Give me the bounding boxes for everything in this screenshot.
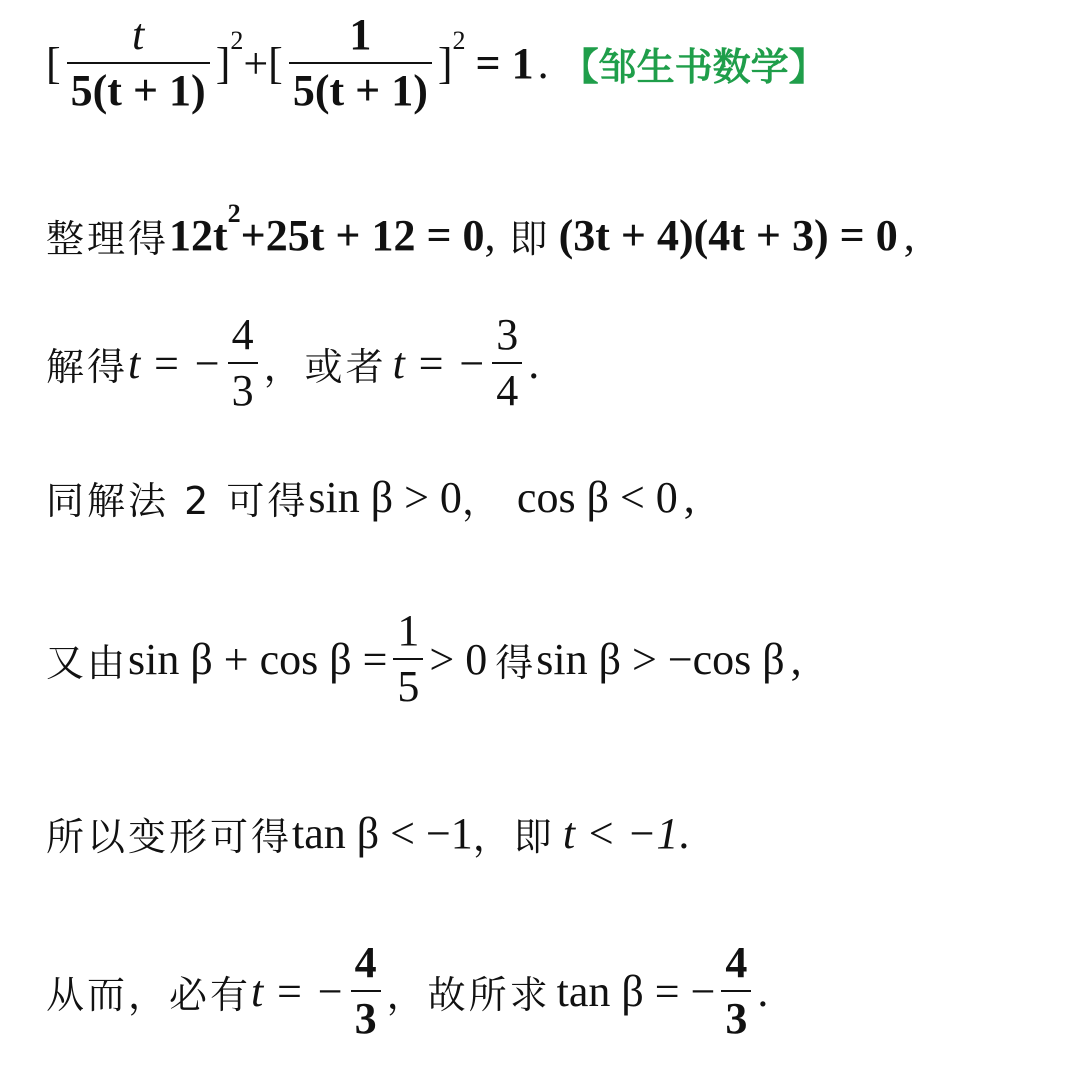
fraction-numerator: 4 [354, 938, 377, 987]
inequality-t: t < −1 [562, 809, 679, 858]
tan-assign: tan β = − [556, 966, 716, 1016]
fraction-bar [289, 62, 432, 64]
comma: , [484, 211, 496, 260]
fraction-4-3 [228, 312, 258, 414]
text-prefix: 整理得 [46, 217, 170, 261]
variable-assign: t = − [251, 966, 345, 1016]
period: . [528, 338, 540, 388]
period: . [757, 966, 769, 1016]
fraction-numerator: 3 [496, 310, 519, 359]
equals-one: = 1 [475, 38, 534, 88]
fraction-numerator: 4 [725, 938, 748, 987]
fraction-numerator: 1 [397, 606, 420, 655]
fraction-denominator: 5(t + 1) [70, 66, 206, 116]
text-prefix: 所以变形可得 [46, 815, 293, 859]
equation-line-4 [46, 470, 695, 525]
fraction-numerator: 1 [349, 10, 372, 59]
text-connector: ，或者 [263, 344, 387, 389]
fraction-1-over-5t1 [289, 12, 432, 114]
period: . [678, 809, 690, 858]
text-connector: ，故所求 [386, 972, 551, 1017]
equation-line-1 [46, 12, 827, 114]
equation-line-2 [46, 198, 915, 263]
equation-term: +25t + 12 = 0 [240, 211, 485, 260]
text-prefix: 解得 [46, 344, 129, 389]
equation-term: 12t [169, 211, 228, 260]
text-connector: 即 [509, 217, 551, 261]
equation-line-3 [46, 312, 539, 414]
comma: , [683, 473, 695, 522]
inequality-cos: cos β < 0 [516, 473, 678, 522]
inequality-result: sin β > −cos β [536, 634, 785, 684]
fraction-bar [67, 62, 210, 64]
period: . [537, 38, 549, 88]
fraction-denominator: 3 [725, 994, 748, 1044]
equation-line-6 [46, 806, 689, 861]
brand-watermark: 【邹生书数学】 [560, 44, 827, 89]
fraction-t-over-5t1 [67, 12, 210, 114]
sum-expression: sin β + cos β = [128, 634, 388, 684]
inequality-tan: tan β < −1 [292, 809, 473, 858]
text-prefix: 从而，必有 [46, 972, 252, 1017]
fraction-3-4 [492, 312, 522, 414]
greater-than-zero: > 0 [429, 634, 488, 684]
plus-sign: + [243, 38, 269, 88]
fraction-denominator: 5 [397, 662, 420, 712]
exponent: 2 [452, 26, 466, 56]
fraction-denominator: 3 [354, 994, 377, 1044]
comma: , [790, 634, 802, 684]
fraction-4-3 [351, 940, 381, 1042]
fraction-denominator: 5(t + 1) [292, 66, 428, 116]
fraction-bar [492, 362, 522, 364]
fraction-numerator: t [132, 10, 145, 59]
fraction-denominator: 4 [496, 366, 519, 416]
text-connector: ，即 [472, 815, 555, 859]
fraction-1-5 [393, 608, 423, 710]
fraction-bar [393, 658, 423, 660]
comma: , [903, 211, 915, 260]
inequality-sin: sin β > 0 [308, 473, 462, 522]
text-connector: 得 [495, 640, 537, 685]
equation-line-5 [46, 608, 802, 710]
text-prefix: 同解法 2 可得 [46, 479, 309, 523]
left-bracket: [ [46, 38, 61, 88]
fraction-bar [228, 362, 258, 364]
fraction-numerator: 4 [231, 310, 254, 359]
fraction-denominator: 3 [231, 366, 254, 416]
text-prefix: 又由 [46, 640, 129, 685]
fraction-bar [721, 990, 751, 992]
exponent: 2 [227, 198, 241, 228]
fraction-4-3 [721, 940, 751, 1042]
text-connector: ， [461, 479, 503, 523]
equation-line-7 [46, 940, 768, 1042]
fraction-bar [351, 990, 381, 992]
left-bracket: [ [268, 38, 283, 88]
variable-assign: t = − [392, 338, 487, 388]
exponent: 2 [230, 26, 244, 56]
right-bracket: ] [437, 38, 453, 88]
factored-equation: (3t + 4)(4t + 3) = 0 [558, 211, 898, 260]
right-bracket: ] [215, 38, 231, 88]
variable-assign: t = − [128, 338, 222, 388]
